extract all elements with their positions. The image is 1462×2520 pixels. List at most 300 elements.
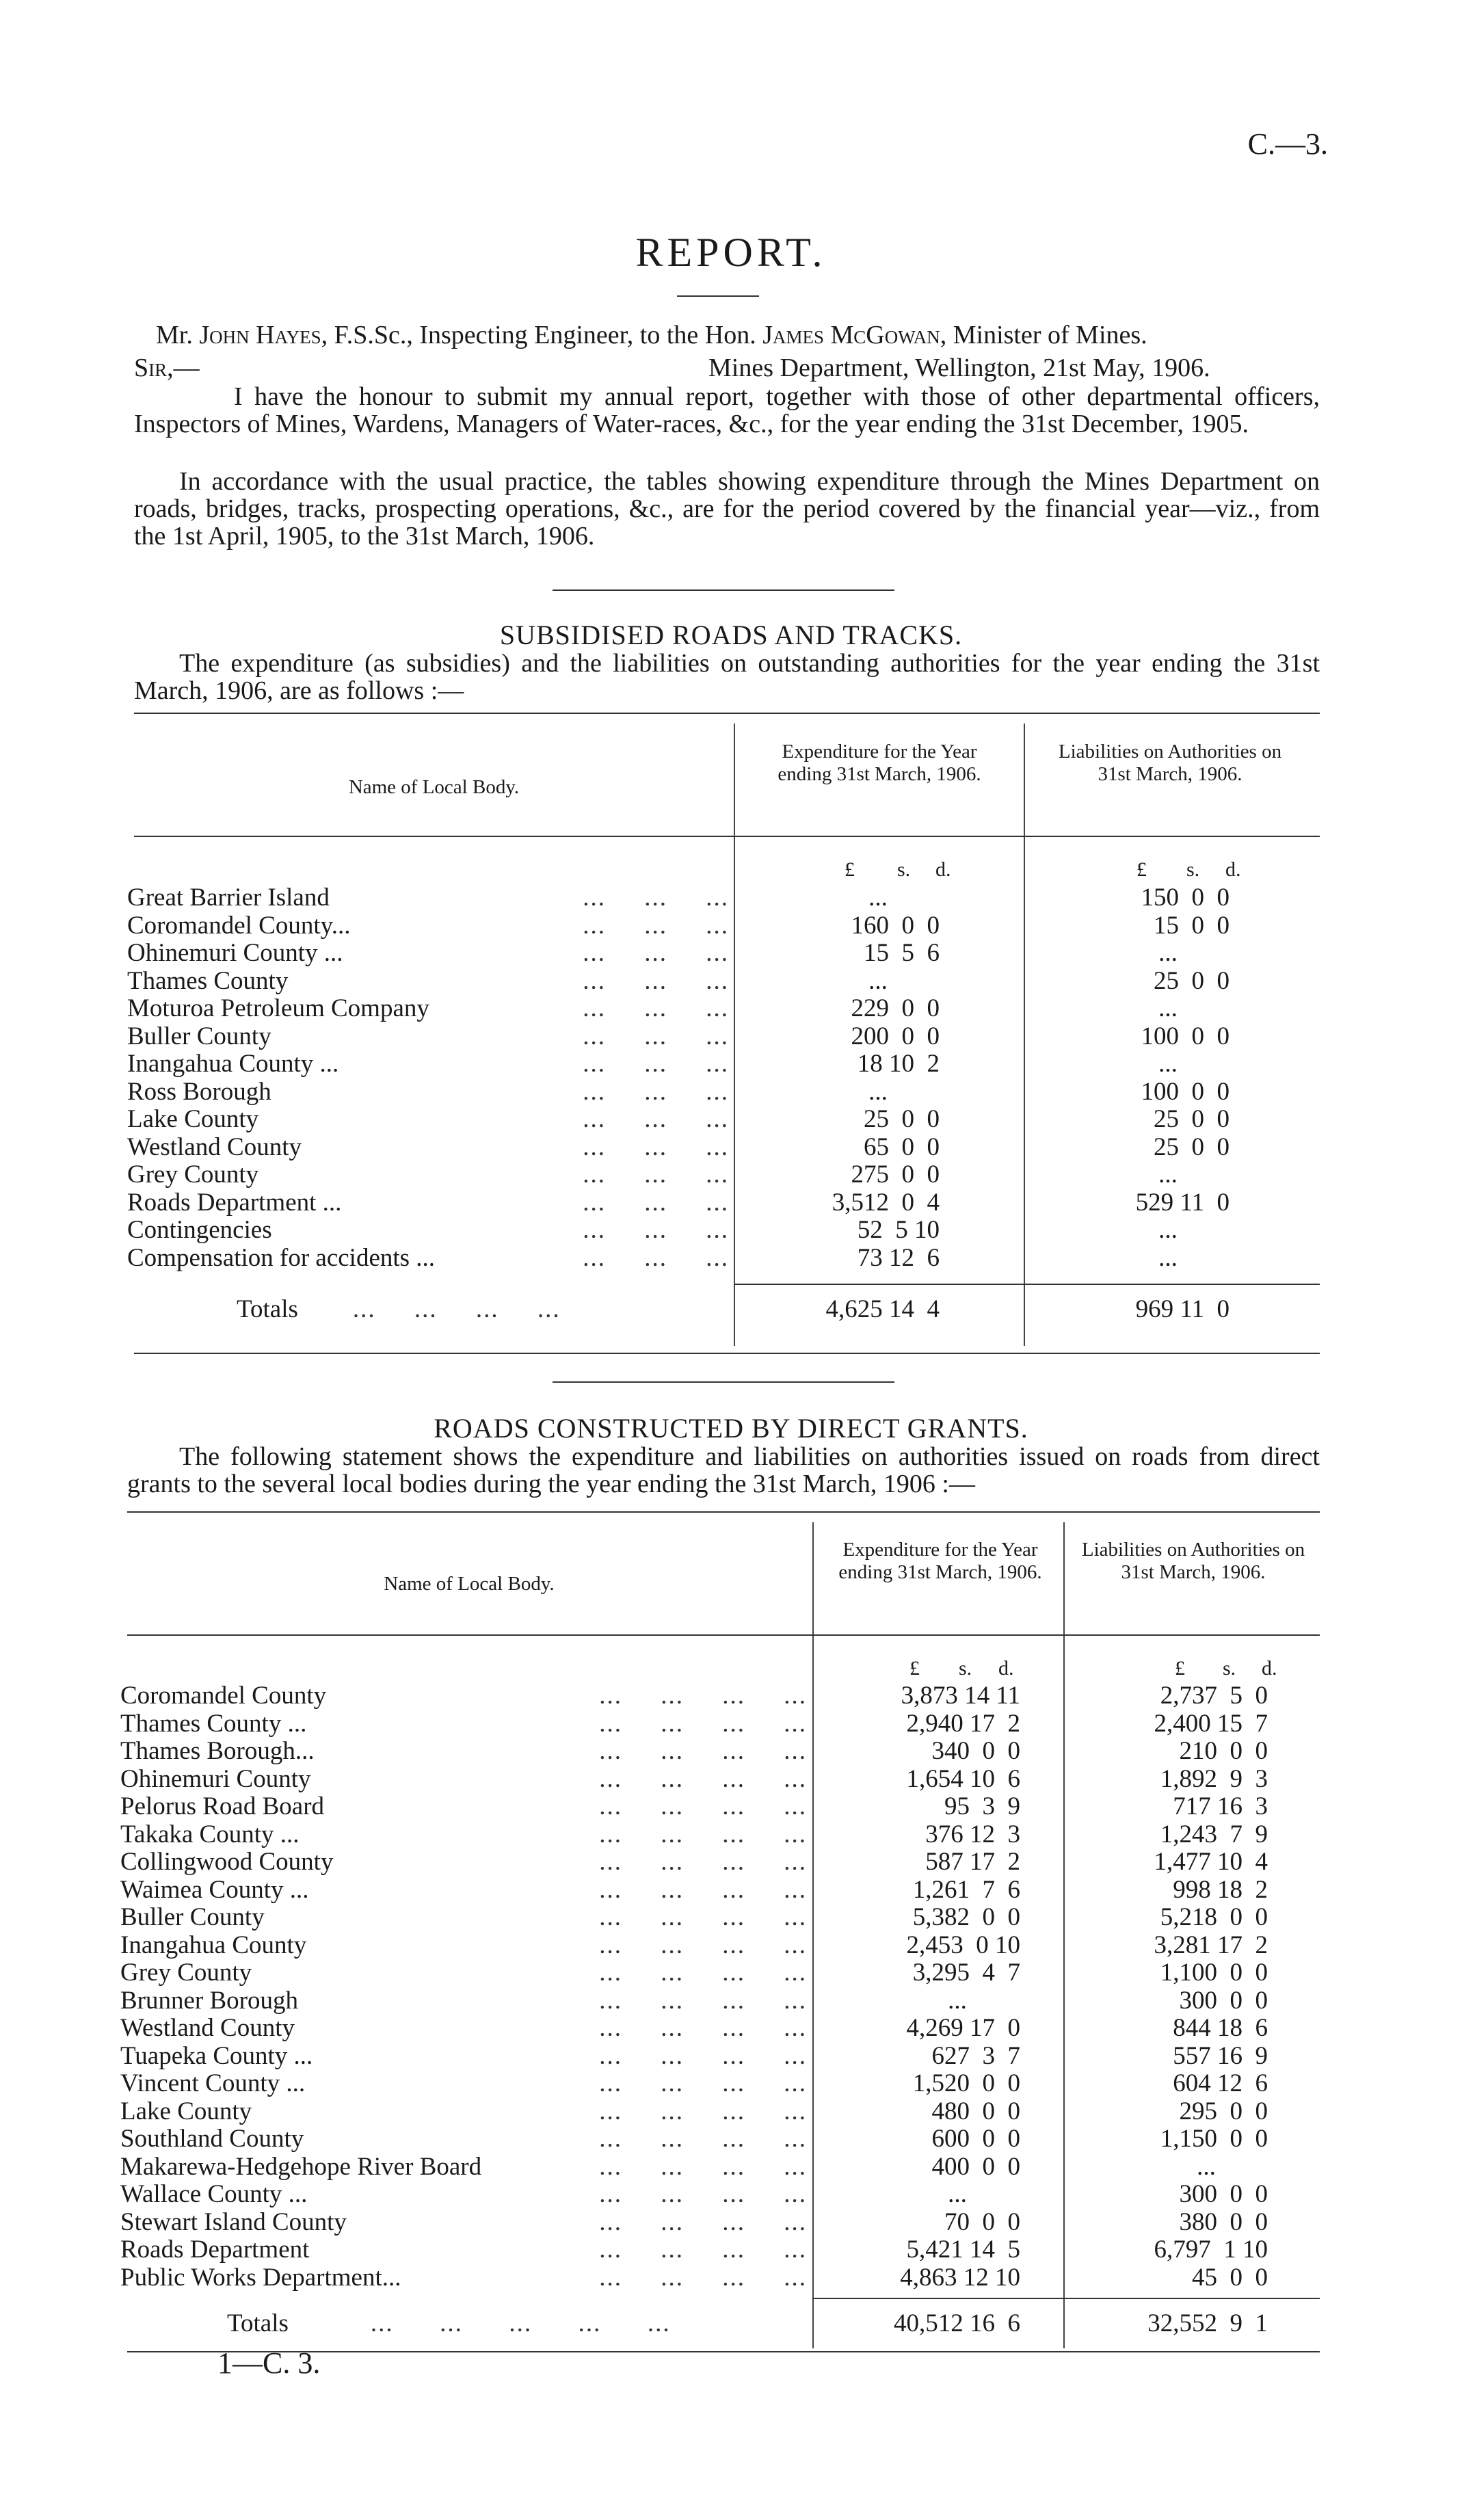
leader-dots: ... ... ... ...	[599, 1931, 807, 1959]
leader-dots: ... ... ...	[583, 1050, 729, 1078]
totals-expenditure: 40,512 16 6	[894, 2309, 1020, 2337]
spacer-cell	[1020, 2310, 1063, 2338]
expenditure-cell: 2,940 17 2	[906, 1709, 1020, 1738]
spacer-cell	[1230, 1134, 1298, 1162]
section-divider-1	[553, 589, 894, 591]
table-row	[127, 968, 1298, 996]
leader-dots: ... ... ... ...	[599, 1765, 807, 1793]
table-row	[127, 1106, 1298, 1134]
spacer-cell	[1230, 1189, 1298, 1217]
body-name: Waimea County ...	[120, 1876, 309, 1904]
expenditure-cell: 4,269 17 0	[906, 2014, 1020, 2042]
table-row	[120, 2236, 1275, 2264]
body-name-cell	[120, 1738, 812, 1766]
expenditure-cell: 95 3 9	[944, 1792, 1020, 1820]
spacer-cell	[1020, 2070, 1063, 2098]
body-name-cell	[120, 2125, 812, 2153]
liabilities-cell: ...	[1158, 1243, 1178, 1272]
liabilities-cell: 2,400 15 7	[1154, 1709, 1268, 1738]
spacer-cell	[1020, 2043, 1063, 2071]
leader-dots: ... ... ...	[583, 1217, 729, 1244]
spacer-cell	[1268, 1959, 1275, 1987]
spacer-cell	[1230, 968, 1298, 996]
table-2-totals	[120, 2310, 1275, 2338]
body-name-cell	[120, 1987, 812, 2015]
body-name-cell	[127, 884, 734, 912]
liabilities-cell: ...	[1197, 2152, 1216, 2181]
spacer-cell	[1020, 2264, 1063, 2292]
leader-dots: ... ... ...	[583, 1133, 729, 1161]
body-name: Coromandel County...	[127, 912, 351, 940]
spacer-cell	[1268, 1710, 1275, 1738]
leader-dots: ... ... ...	[583, 1244, 729, 1272]
expenditure-cell: ...	[868, 966, 888, 995]
spacer-cell	[1230, 1161, 1298, 1189]
spacer-cell	[1020, 1959, 1063, 1987]
table-2-header-liabilities: Liabilities on Authorities on 31st March, 1906.	[1081, 1539, 1305, 1583]
table-1-top-rule	[134, 713, 1320, 714]
table-row	[120, 1848, 1275, 1876]
body-name: Inangahua County ...	[127, 1050, 339, 1078]
table-row	[120, 1932, 1275, 1960]
leader-dots: ... ... ... ...	[599, 2125, 807, 2153]
body-name-cell	[127, 1217, 734, 1245]
body-name-cell	[120, 2043, 812, 2071]
spacer-cell	[940, 1245, 1024, 1273]
spacer-cell	[1230, 1245, 1298, 1273]
spacer-cell	[1268, 1793, 1275, 1821]
liabilities-cell: ...	[1158, 994, 1178, 1022]
table-row	[120, 2043, 1275, 2071]
spacer-cell	[1020, 1682, 1063, 1710]
section-2-heading: ROADS CONSTRUCTED BY DIRECT GRANTS.	[434, 1413, 1028, 1444]
leader-dots: ... ... ... ...	[599, 2153, 807, 2181]
liabilities-cell: 3,281 17 2	[1154, 1931, 1268, 1959]
table-row	[120, 1710, 1275, 1738]
body-name-cell	[120, 2264, 812, 2292]
spacer-cell	[1268, 1932, 1275, 1960]
body-name: Grey County	[120, 1959, 252, 1987]
leader-dots: ... ... ...	[583, 1022, 729, 1050]
body-name-cell	[127, 1050, 734, 1078]
expenditure-cell: 25 0 0	[864, 1105, 940, 1133]
spacer-cell	[1020, 2236, 1063, 2264]
table-row	[120, 1738, 1275, 1766]
liabilities-cell: 604 12 6	[1173, 2069, 1268, 2097]
address-prefix: Mr.	[156, 321, 193, 349]
body-name: Thames County ...	[120, 1710, 307, 1738]
table-row	[120, 2125, 1275, 2153]
spacer-cell	[940, 995, 1024, 1023]
body-name-cell	[127, 1134, 734, 1162]
table-row	[127, 995, 1298, 1023]
leader-dots: ... ... ...	[583, 940, 729, 967]
page-reference: C.—3.	[1247, 127, 1328, 161]
liabilities-cell: 100 0 0	[1141, 1077, 1230, 1106]
body-name: Roads Department	[120, 2236, 310, 2264]
expenditure-cell: 627 3 7	[931, 2041, 1020, 2070]
spacer-cell	[1020, 1848, 1063, 1876]
liabilities-cell: 557 16 9	[1173, 2041, 1268, 2070]
expenditure-cell: 229 0 0	[851, 994, 940, 1022]
table-row	[120, 1793, 1275, 1821]
liabilities-cell: 300 0 0	[1179, 2180, 1268, 2208]
spacer-cell	[1268, 1682, 1275, 1710]
body-name-cell	[127, 1245, 734, 1273]
table-row	[127, 1245, 1298, 1273]
leader-dots: ... ... ...	[583, 995, 729, 1022]
body-name-cell	[120, 2015, 812, 2043]
section-1-intro: The expenditure (as subsidies) and the liabilities on outstanding authorities for the year ending the 31st March, 1906, are as follows :—	[134, 649, 1320, 705]
leader-dots: ... ... ...	[583, 967, 729, 995]
spacer-cell	[1230, 1106, 1298, 1134]
direct-grants-table	[120, 1682, 1275, 2292]
liabilities-cell: 100 0 0	[1141, 1022, 1230, 1050]
spacer-cell	[1020, 2125, 1063, 2153]
expenditure-cell: 480 0 0	[931, 2097, 1020, 2125]
body-name-cell	[127, 940, 734, 968]
liabilities-cell: 380 0 0	[1179, 2207, 1268, 2236]
body-name: Collingwood County	[120, 1848, 334, 1876]
leader-dots: ... ... ... ...	[599, 1876, 807, 1904]
spacer-cell	[1020, 1710, 1063, 1738]
leader-dots: ... ... ... ...	[599, 2181, 807, 2208]
expenditure-cell: 1,261 7 6	[912, 1875, 1020, 1904]
expenditure-cell: ...	[868, 1077, 888, 1106]
spacer-cell	[1268, 2098, 1275, 2126]
spacer-cell	[1230, 912, 1298, 940]
body-name-cell	[120, 2181, 812, 2209]
body-name: Makarewa-Hedgehope River Board	[120, 2153, 482, 2181]
table-row	[127, 1134, 1298, 1162]
body-name-cell	[120, 1821, 812, 1849]
leader-dots: ... ... ... ...	[599, 2236, 807, 2264]
spacer-cell	[1020, 1821, 1063, 1849]
spacer-cell	[940, 1106, 1024, 1134]
body-name: Grey County	[127, 1161, 259, 1189]
leader-dots: ... ... ...	[583, 1189, 729, 1217]
spacer-cell	[940, 1296, 1024, 1324]
table-2-totals-rule	[812, 2298, 1320, 2299]
body-name-cell	[127, 912, 734, 940]
totals-liabilities: 969 11 0	[1135, 1295, 1230, 1323]
table-1-unit-pound-lia: £	[1137, 858, 1147, 881]
expenditure-cell: 65 0 0	[864, 1132, 940, 1161]
table-1-totals-rule	[734, 1284, 1320, 1285]
section-2-intro: The following statement shows the expenditure and liabilities on authorities issued on roads from direct grants to the several local bodies during the year ending the 31st March, 1906 :—	[127, 1442, 1320, 1498]
spacer-cell	[940, 1023, 1024, 1051]
body-name: Public Works Department...	[120, 2264, 401, 2292]
expenditure-cell: 1,654 10 6	[906, 1764, 1020, 1793]
table-row	[127, 1023, 1298, 1051]
spacer-cell	[1268, 2015, 1275, 2043]
table-row	[120, 1904, 1275, 1932]
table-row	[127, 1217, 1298, 1245]
totals-label-cell	[120, 2310, 812, 2338]
leader-dots: ... ... ...	[583, 1106, 729, 1133]
spacer-cell	[1020, 2153, 1063, 2181]
liabilities-cell: 1,100 0 0	[1160, 1959, 1268, 1987]
body-name-cell	[120, 2098, 812, 2126]
body-name-cell	[120, 2236, 812, 2264]
table-row	[127, 1161, 1298, 1189]
leader-dots: ... ... ... ...	[599, 1793, 807, 1820]
spacer-cell	[940, 884, 1024, 912]
spacer-cell	[1268, 1904, 1275, 1932]
body-name-cell	[127, 968, 734, 996]
spacer-cell	[1020, 2209, 1063, 2237]
body-name-cell	[127, 1078, 734, 1106]
spacer-cell	[1268, 2264, 1275, 2292]
expenditure-cell: ...	[948, 1986, 967, 2015]
expenditure-cell: 5,421 14 5	[906, 2236, 1020, 2264]
expenditure-cell: 2,453 0 10	[906, 1931, 1020, 1959]
address-name-1: John Hayes	[199, 321, 321, 349]
spacer-cell	[1020, 1987, 1063, 2015]
body-name-cell	[120, 1932, 812, 1960]
liabilities-cell: 529 11 0	[1135, 1188, 1230, 1217]
liabilities-cell: 6,797 1 10	[1154, 2236, 1268, 2264]
spacer-cell	[940, 912, 1024, 940]
body-name: Vincent County ...	[120, 2070, 306, 2097]
leader-dots: ... ... ... ...	[599, 1682, 807, 1710]
address-line	[156, 321, 1147, 349]
body-name-cell	[120, 1766, 812, 1794]
spacer-cell	[1268, 2043, 1275, 2071]
expenditure-cell: 3,295 4 7	[912, 1959, 1020, 1987]
table-2-unit-pence-lia: d.	[1262, 1657, 1277, 1680]
expenditure-cell: 275 0 0	[851, 1160, 940, 1189]
body-name: Coromandel County	[120, 1682, 327, 1710]
liabilities-cell: 1,243 7 9	[1160, 1820, 1268, 1848]
leader-dots: ... ... ... ...	[599, 2042, 807, 2070]
body-name: Westland County	[127, 1133, 302, 1161]
spacer-cell	[1020, 1766, 1063, 1794]
leader-dots: ... ... ... ...	[599, 2097, 807, 2125]
spacer-cell	[1020, 1904, 1063, 1932]
table-row	[120, 2181, 1275, 2209]
table-1-unit-pence-lia: d.	[1225, 858, 1241, 881]
body-name: Buller County	[120, 1904, 265, 1931]
totals-label: Totals	[237, 1296, 298, 1323]
expenditure-cell: 587 17 2	[925, 1848, 1020, 1876]
liabilities-cell: 25 0 0	[1154, 966, 1230, 995]
table-2-unit-pound-lia: £	[1175, 1657, 1185, 1680]
totals-label-cell	[127, 1296, 734, 1324]
table-1-unit-pound-exp: £	[845, 858, 855, 881]
spacer-cell	[940, 1217, 1024, 1245]
totals-liabilities: 32,552 9 1	[1147, 2309, 1268, 2337]
table-row	[120, 2209, 1275, 2237]
table-row	[127, 884, 1298, 912]
liabilities-cell: 1,150 0 0	[1160, 2125, 1268, 2153]
table-2-unit-shilling-exp: s.	[959, 1657, 972, 1680]
table-row	[127, 940, 1298, 968]
expenditure-cell: 376 12 3	[925, 1820, 1020, 1848]
table-row	[120, 2015, 1275, 2043]
table-1-unit-shilling-lia: s.	[1186, 858, 1200, 881]
spacer-cell	[1020, 1738, 1063, 1766]
leader-dots: ... ... ...	[583, 1078, 729, 1106]
body-name: Westland County	[120, 2015, 295, 2042]
spacer-cell	[1268, 1876, 1275, 1905]
leader-dots: ... ... ... ... ...	[370, 2310, 671, 2337]
liabilities-cell: 25 0 0	[1154, 1105, 1230, 1133]
body-name: Ohinemuri County	[120, 1765, 311, 1793]
table-1-unit-pence-exp: d.	[935, 858, 951, 881]
table-row	[120, 1987, 1275, 2015]
body-name-cell	[120, 1959, 812, 1987]
body-name: Southland County	[120, 2125, 304, 2153]
table-row	[120, 1959, 1275, 1987]
spacer-cell	[1230, 884, 1298, 912]
spacer-cell	[1268, 1766, 1275, 1794]
expenditure-cell: 340 0 0	[931, 1737, 1020, 1765]
spacer-cell	[1020, 2181, 1063, 2209]
body-name: Tuapeka County ...	[120, 2042, 313, 2070]
section-1-heading: SUBSIDISED ROADS AND TRACKS.	[499, 620, 963, 650]
address-mid: , F.S.Sc., Inspecting Engineer, to the Hon.	[321, 321, 756, 349]
address-suffix: , Minister of Mines.	[940, 321, 1147, 349]
body-name: Lake County	[120, 2097, 252, 2125]
body-name-cell	[120, 1682, 812, 1710]
body-name: Ohinemuri County ...	[127, 940, 343, 967]
table-row	[120, 2070, 1275, 2098]
intro-paragraph-2: In accordance with the usual practice, the tables showing expenditure through the Mines Department on roads, bridges, tracks, prospecting operations, &c., are for the period covered by the financial year—viz., from the 1st April, 1905, to the 31st March, 1906.	[134, 467, 1320, 551]
body-name: Moturoa Petroleum Company	[127, 995, 429, 1022]
body-name-cell	[127, 1189, 734, 1217]
table-2-unit-pence-exp: d.	[998, 1657, 1014, 1680]
leader-dots: ... ... ... ...	[599, 2015, 807, 2042]
spacer-cell	[1230, 1023, 1298, 1051]
leader-dots: ... ... ...	[583, 912, 729, 940]
sir-greeting: Sir,—	[134, 354, 200, 382]
leader-dots: ... ... ... ...	[599, 1820, 807, 1848]
liabilities-cell: 15 0 0	[1154, 911, 1230, 940]
leader-dots: ... ... ... ...	[599, 2208, 807, 2236]
liabilities-cell: 2,737 5 0	[1160, 1682, 1268, 1710]
body-name: Buller County	[127, 1022, 271, 1050]
leader-dots: ... ... ... ...	[599, 2264, 807, 2292]
spacer-cell	[940, 1161, 1024, 1189]
spacer-cell	[940, 1078, 1024, 1106]
table-row	[127, 1078, 1298, 1106]
expenditure-cell: 5,382 0 0	[912, 1903, 1020, 1931]
table-2-totals-row	[120, 2310, 1275, 2338]
spacer-cell	[1268, 2181, 1275, 2209]
spacer-cell	[1020, 1932, 1063, 1960]
section-divider-2	[553, 1381, 894, 1383]
body-name-cell	[127, 1161, 734, 1189]
table-1-header-liabilities: Liabilities on Authorities on 31st March, 1906.	[1058, 741, 1282, 785]
liabilities-cell: 295 0 0	[1179, 2097, 1268, 2125]
body-name-cell	[120, 2070, 812, 2098]
expenditure-cell: 73 12 6	[857, 1243, 940, 1272]
body-name: Compensation for accidents ...	[127, 1244, 436, 1272]
table-1-header-rule	[134, 836, 1320, 837]
spacer-cell	[1020, 2098, 1063, 2126]
expenditure-cell: 18 10 2	[857, 1050, 940, 1078]
body-name-cell	[120, 1904, 812, 1932]
liabilities-cell: 5,218 0 0	[1160, 1903, 1268, 1931]
spacer-cell	[1268, 1738, 1275, 1766]
table-row	[120, 2098, 1275, 2126]
table-row	[120, 1821, 1275, 1849]
expenditure-cell: 600 0 0	[931, 2125, 1020, 2153]
table-1-bottom-rule	[134, 1353, 1320, 1354]
subsidised-roads-table	[127, 884, 1298, 1272]
body-name: Thames County	[127, 967, 289, 995]
table-1-header-name: Name of Local Body.	[348, 776, 520, 798]
body-name: Great Barrier Island	[127, 884, 330, 912]
body-name: Stewart Island County	[120, 2208, 347, 2236]
spacer-cell	[1268, 2236, 1275, 2264]
expenditure-cell: ...	[868, 884, 888, 912]
liabilities-cell: 150 0 0	[1141, 884, 1230, 912]
spacer-cell	[940, 1189, 1024, 1217]
table-1-totals	[127, 1296, 1298, 1324]
expenditure-cell: 1,520 0 0	[912, 2069, 1020, 2097]
leader-dots: ... ... ... ...	[599, 1848, 807, 1876]
expenditure-cell: 4,863 12 10	[900, 2263, 1020, 2292]
spacer-cell	[940, 1134, 1024, 1162]
leader-dots: ... ... ... ...	[599, 1959, 807, 1987]
leader-dots: ... ... ... ...	[599, 2070, 807, 2097]
table-1-unit-shilling-exp: s.	[897, 858, 911, 881]
report-title: REPORT.	[635, 230, 827, 275]
liabilities-cell: 998 18 2	[1173, 1875, 1268, 1904]
liabilities-cell: 210 0 0	[1179, 1737, 1268, 1765]
body-name: Pelorus Road Board	[120, 1793, 325, 1820]
liabilities-cell: ...	[1158, 1160, 1178, 1189]
body-name: Brunner Borough	[120, 1987, 298, 2015]
liabilities-cell: ...	[1158, 1216, 1178, 1244]
totals-label: Totals	[227, 2310, 289, 2337]
leader-dots: ... ... ...	[583, 1161, 729, 1189]
expenditure-cell: 3,873 14 11	[901, 1682, 1020, 1710]
table-row	[120, 1876, 1275, 1905]
expenditure-cell: 400 0 0	[931, 2152, 1020, 2181]
spacer-cell	[1268, 1821, 1275, 1849]
body-name-cell	[127, 995, 734, 1023]
table-row	[120, 2153, 1275, 2181]
liabilities-cell: ...	[1158, 939, 1178, 967]
spacer-cell	[1268, 2153, 1275, 2181]
table-row	[127, 912, 1298, 940]
body-name-cell	[120, 1710, 812, 1738]
spacer-cell	[1230, 1296, 1298, 1324]
title-divider	[677, 295, 759, 297]
body-name-cell	[120, 2209, 812, 2237]
expenditure-cell: 70 0 0	[944, 2207, 1020, 2236]
expenditure-cell: 52 5 10	[857, 1216, 940, 1244]
body-name: Ross Borough	[127, 1078, 271, 1106]
liabilities-cell: 45 0 0	[1192, 2263, 1268, 2292]
table-2-unit-pound-exp: £	[909, 1657, 920, 1680]
intro-paragraph-1: I have the honour to submit my annual report, together with those of other departmental officers, Inspectors of Mines, Wardens, Managers of Water-races, &c., for the year ending the 31st December, 1905.	[134, 382, 1320, 438]
leader-dots: ... ... ... ...	[599, 1987, 807, 2015]
table-2-unit-shilling-lia: s.	[1223, 1657, 1236, 1680]
page-footer: 1—C. 3.	[217, 2346, 321, 2380]
spacer-cell	[1268, 2209, 1275, 2237]
spacer-cell	[1268, 2310, 1275, 2338]
body-name-cell	[127, 1023, 734, 1051]
liabilities-cell: 300 0 0	[1179, 1986, 1268, 2015]
spacer-cell	[1020, 2015, 1063, 2043]
spacer-cell	[1020, 1876, 1063, 1905]
totals-expenditure: 4,625 14 4	[825, 1295, 940, 1323]
body-name-cell	[120, 1848, 812, 1876]
